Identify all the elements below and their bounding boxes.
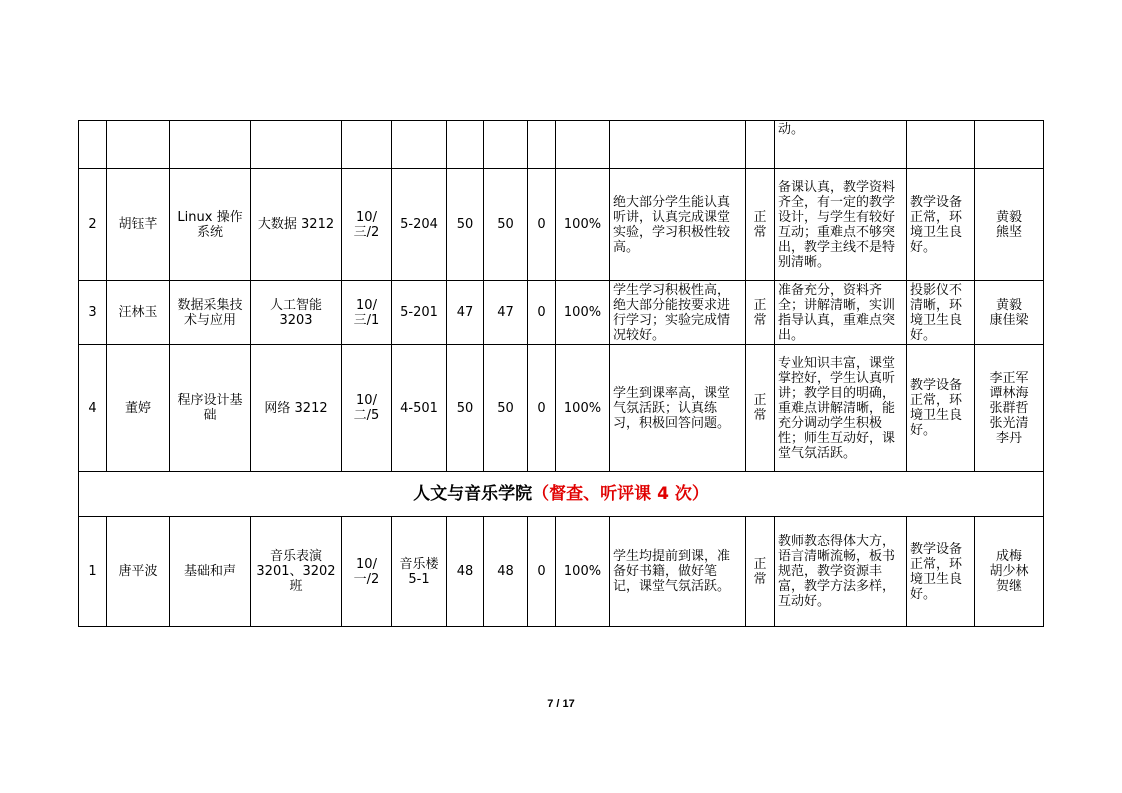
cell-no: 1 <box>79 517 107 627</box>
cell-teaching-eval: 备课认真，教学资料齐全，有一定的教学设计，与学生有较好互动；重难点不够突出，教学主线不是特别清晰。 <box>775 169 907 281</box>
table-row-continuation <box>79 121 1044 169</box>
cell-actual: 48 <box>484 517 528 627</box>
table-row <box>79 281 1044 345</box>
cell-inspectors <box>975 121 1044 169</box>
cell-teacher: 汪林玉 <box>107 281 170 345</box>
cell-room: 4-501 <box>392 345 447 472</box>
cell-teaching-eval: 动。 <box>775 121 907 169</box>
cell-rate: 100% <box>556 169 610 281</box>
cell-env: 教学设备正常，环境卫生良好。 <box>907 345 975 472</box>
inspector-name: 黄毅 <box>995 297 1022 313</box>
cell-time: 10/二/5 <box>342 345 392 472</box>
cell-absent: 0 <box>528 517 556 627</box>
cell-rate: 100% <box>556 281 610 345</box>
cell-course <box>170 121 251 169</box>
cell-course: Linux 操作系统 <box>170 169 251 281</box>
cell-env: 投影仪不清晰，环境卫生良好。 <box>907 281 975 345</box>
section-header-row <box>79 472 1044 517</box>
cell-absent: 0 <box>528 281 556 345</box>
cell-absent: 0 <box>528 345 556 472</box>
cell-inspectors <box>975 517 1044 627</box>
cell-order: 正常 <box>746 517 775 627</box>
inspector-name: 谭林海 <box>989 385 1029 401</box>
cell-expected: 50 <box>447 345 484 472</box>
table-row <box>79 517 1044 627</box>
cell-inspectors <box>975 169 1044 281</box>
cell-rate <box>556 121 610 169</box>
cell-room: 5-204 <box>392 169 447 281</box>
cell-expected: 50 <box>447 169 484 281</box>
cell-student-eval: 学生学习积极性高，绝大部分能按要求进行学习；实验完成情况较好。 <box>610 281 746 345</box>
page-number: 7 / 17 <box>547 698 575 710</box>
cell-course: 数据采集技术与应用 <box>170 281 251 345</box>
cell-order <box>746 121 775 169</box>
cell-env <box>907 121 975 169</box>
cell-env: 教学设备正常，环境卫生良好。 <box>907 169 975 281</box>
inspector-name: 贺继 <box>995 579 1022 594</box>
cell-room: 音乐楼 5-1 <box>392 517 447 627</box>
cell-student-eval: 学生均提前到课，准备好书籍，做好笔记，课堂气氛活跃。 <box>610 517 746 627</box>
cell-teaching-eval: 教师教态得体大方，语言清晰流畅，板书规范，教学资源丰富，教学方法多样，互动好。 <box>775 517 907 627</box>
inspector-name: 康佳梁 <box>989 312 1029 328</box>
cell-actual: 50 <box>484 345 528 472</box>
cell-expected: 47 <box>447 281 484 345</box>
inspection-table <box>78 120 1044 627</box>
cell-teaching-eval: 专业知识丰富，课堂掌控好，学生认真听讲；教学目的明确，重难点讲解清晰，能充分调动学生积极性；师生互动好，课堂气氛活跃。 <box>775 345 907 472</box>
section-note: （督查、听评课 4 次） <box>532 483 709 504</box>
inspector-name: 李正军 <box>989 370 1029 386</box>
cell-rate: 100% <box>556 345 610 472</box>
cell-room <box>392 121 447 169</box>
cell-order: 正常 <box>746 345 775 472</box>
inspector-name: 张光清 <box>989 415 1029 431</box>
inspector-name: 黄毅 <box>995 209 1022 225</box>
cell-teaching-eval: 准备充分，资料齐全；讲解清晰，实训指导认真，重难点突出。 <box>775 281 907 345</box>
cell-course: 基础和声 <box>170 517 251 627</box>
cell-student-eval <box>610 121 746 169</box>
cell-expected <box>447 121 484 169</box>
cell-room: 5-201 <box>392 281 447 345</box>
cell-course: 程序设计基础 <box>170 345 251 472</box>
cell-actual: 47 <box>484 281 528 345</box>
section-title: 人文与音乐学院 <box>413 483 533 504</box>
cell-student-eval: 绝大部分学生能认真听讲，认真完成课堂实验，学习积极性较高。 <box>610 169 746 281</box>
cell-inspectors <box>975 345 1044 472</box>
cell-time: 10/三/1 <box>342 281 392 345</box>
cell-time: 10/三/2 <box>342 169 392 281</box>
cell-class: 大数据 3212 <box>251 169 342 281</box>
inspector-name: 张群哲 <box>989 400 1029 416</box>
cell-expected: 48 <box>447 517 484 627</box>
cell-no <box>79 121 107 169</box>
cell-actual: 50 <box>484 169 528 281</box>
cell-env: 教学设备正常，环境卫生良好。 <box>907 517 975 627</box>
inspector-name: 李丹 <box>995 430 1022 446</box>
cell-student-eval: 学生到课率高，课堂气氛活跃；认真练习，积极回答问题。 <box>610 345 746 472</box>
cell-order: 正常 <box>746 169 775 281</box>
cell-teacher: 胡钰芊 <box>107 169 170 281</box>
cell-no: 3 <box>79 281 107 345</box>
cell-class: 人工智能 3203 <box>251 281 342 345</box>
cell-teacher: 唐平波 <box>107 517 170 627</box>
cell-class <box>251 121 342 169</box>
table-row <box>79 345 1044 472</box>
inspector-name: 胡少林 <box>989 564 1029 579</box>
cell-order: 正常 <box>746 281 775 345</box>
cell-teacher: 董婷 <box>107 345 170 472</box>
table-row <box>79 169 1044 281</box>
section-header <box>79 472 1044 517</box>
cell-inspectors <box>975 281 1044 345</box>
cell-absent: 0 <box>528 169 556 281</box>
inspector-name: 成梅 <box>995 549 1022 564</box>
cell-teacher <box>107 121 170 169</box>
cell-absent <box>528 121 556 169</box>
cell-class: 音乐表演 3201、3202 班 <box>251 517 342 627</box>
cell-class: 网络 3212 <box>251 345 342 472</box>
cell-time <box>342 121 392 169</box>
cell-no: 4 <box>79 345 107 472</box>
cell-time: 10/一/2 <box>342 517 392 627</box>
inspector-name: 熊坚 <box>995 224 1022 240</box>
cell-no: 2 <box>79 169 107 281</box>
cell-actual <box>484 121 528 169</box>
cell-rate: 100% <box>556 517 610 627</box>
